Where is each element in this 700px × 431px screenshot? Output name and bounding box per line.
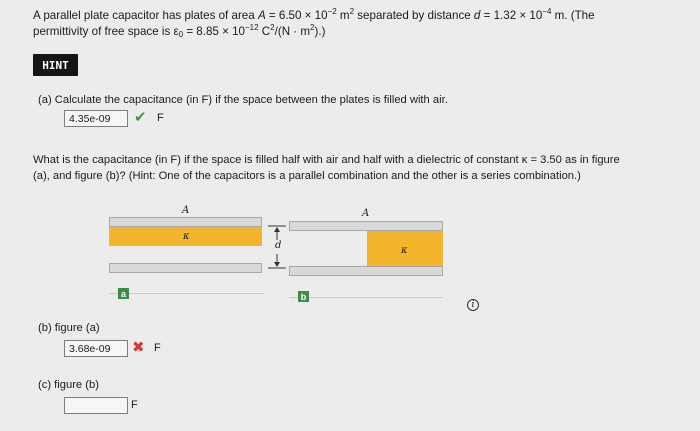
part-c-label: (c) figure (b) <box>38 379 99 391</box>
figure-b-area-label: A <box>362 208 370 219</box>
info-icon[interactable]: i <box>467 299 479 311</box>
part-a-prompt: (a) Calculate the capacitance (in F) if the space between the plates is filled with air. <box>38 94 448 106</box>
figure-a-area-label: A <box>182 205 190 216</box>
figure-b-top-plate <box>289 221 443 231</box>
figure-a-bottom-plate <box>109 263 262 273</box>
part-b-answer-value: 3.68e-09 <box>69 343 111 355</box>
part-a-unit: F <box>157 112 164 124</box>
part-a-answer-value: 4.35e-09 <box>69 113 111 125</box>
question-2-text: What is the capacitance (in F) if the space is filled half with air and half with a dielectric of constant κ = 3.50 as in figure (a), and figure (b)? (Hint: One of the capacitors is a parallel combination and the other is a series combination.) <box>33 154 620 182</box>
part-c-unit: F <box>131 399 138 411</box>
figure-b-kappa-label: κ <box>401 245 408 256</box>
separation-d-label: d <box>275 240 282 251</box>
figure-b-baseline <box>289 297 443 298</box>
part-c-answer-field[interactable] <box>64 397 128 414</box>
figure-a-kappa-label: κ <box>183 231 190 242</box>
hint-label: HINT <box>42 58 69 72</box>
figure-a-baseline <box>109 293 264 294</box>
part-b-unit: F <box>154 342 161 354</box>
problem-statement: A parallel plate capacitor has plates of area $A = 6.50 \times 10^{-2}$ $m^2$ separated by distance $d = 1.32 \times 10^{-4}$ m. (The permittivity of free space is $\varepsilon_0 = 8.85 \times 10^{-12}$ $C^2/(N \cdot m^2)$.) <box>33 7 595 39</box>
part-b-answer-field[interactable] <box>64 340 128 357</box>
part-b-label: (b) figure (a) <box>38 322 100 334</box>
check-icon: ✔ <box>134 109 147 126</box>
figure-b-bottom-plate <box>289 266 443 276</box>
figure-a-top-plate <box>109 217 262 227</box>
figure-a-badge: a <box>118 288 129 299</box>
figure-b-badge: b <box>298 291 309 302</box>
x-icon: ✖ <box>132 339 145 356</box>
hint-button[interactable] <box>33 54 78 76</box>
part-a-answer-field[interactable] <box>64 110 128 127</box>
